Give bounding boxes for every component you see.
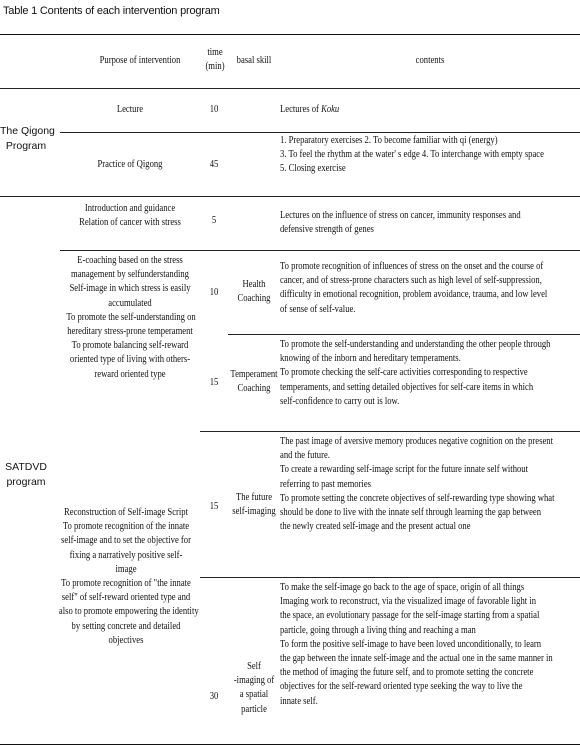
intro-line-1: Lectures on the influence of stress on cancer, immunity responses and — [280, 210, 521, 221]
ecoach-purpose — [66, 254, 196, 382]
future-skill-line1: The future — [235, 492, 273, 503]
health-line-2: cancer, and of stress-prone characters such as high level of self-suppression, — [280, 275, 542, 287]
ecoach-line-1: E-coaching based on the stress — [77, 255, 183, 266]
practice-line-1: 1. Preparatory exercises 2. To become familiar with qi (energy) — [280, 135, 498, 146]
particle-line-6: the gap between the innate self-image and the actual one in the same manner in — [280, 653, 553, 665]
temper-line-5: self-confidence to carry out is low. — [280, 395, 400, 407]
temper-line-2: knowing of the inborn and hereditary temperaments. — [280, 353, 461, 365]
ecoach-line-5: To promote the self-understanding on — [66, 311, 196, 323]
intervention-table — [0, 28, 580, 745]
header-skill: basal skill — [236, 55, 272, 66]
particle-line-3: the space, an evolutionary passage for the self-image starting from a spatial — [280, 610, 540, 622]
recon-line-3: self-image and to set the objective for — [61, 535, 191, 547]
future-line-3: To create a rewarding self-image script for the future innate self without — [280, 464, 528, 476]
particle-skill-line4: particle — [241, 703, 267, 715]
future-contents — [280, 435, 555, 534]
temper-line-4: temperaments, and setting detailed objectives for self-care items in which — [280, 381, 534, 393]
health-line-4: of sense of self-value. — [280, 303, 356, 315]
future-line-5: To promote setting the concrete objectives of self-rewarding type showing what — [280, 492, 555, 504]
health-skill-line1: Health — [242, 279, 266, 290]
intro-purpose — [70, 202, 190, 230]
rule-lecture — [60, 132, 580, 133]
future-skill — [230, 491, 278, 519]
practice-contents — [280, 134, 544, 177]
practice-time: 45 — [209, 159, 219, 170]
temper-contents — [280, 338, 550, 409]
recon-line-2: To promote recognition of the innate — [62, 521, 190, 533]
group-qigong — [0, 124, 55, 154]
rule-intro — [60, 250, 580, 251]
group-satdvd-line1: SATDVD — [5, 461, 47, 473]
particle-line-1: To make the self-image go back to the age of space, origin of all things — [280, 582, 525, 593]
rule-future — [200, 577, 580, 578]
health-contents — [280, 260, 547, 317]
particle-skill-line1: Self — [247, 661, 261, 672]
header-time — [200, 46, 229, 74]
health-skill — [232, 278, 277, 306]
practice-purpose: Practice of Qigong — [97, 159, 163, 170]
temper-skill-line1: Temperament — [230, 369, 278, 380]
rule-header — [0, 88, 580, 89]
recon-line-5: image — [115, 563, 137, 575]
recon-line-9: by setting concrete and detailed — [71, 620, 181, 632]
recon-line-6: To promote recognition of "the innate — [61, 578, 191, 590]
group-qigong-line1: The Qigong — [0, 125, 55, 137]
future-line-4: referring to past memories — [280, 478, 371, 490]
recon-line-4: fixing a narratively positive self- — [69, 549, 183, 561]
health-skill-line2: Coaching — [237, 293, 271, 305]
lecture-time: 10 — [209, 104, 219, 115]
header-contents: contents — [415, 55, 445, 66]
health-line-1: To promote recognition of influences of stress on the onset and the course of — [280, 261, 544, 272]
practice-line-3: 5. Closing exercise — [280, 163, 346, 175]
ecoach-line-6: hereditary stress-prone temperament — [67, 326, 193, 338]
recon-line-7: self" of self-reward oriented type and — [61, 592, 191, 604]
future-line-1: The past image of aversive memory produces negative cognition on the present — [280, 436, 553, 447]
future-time: 15 — [209, 501, 219, 512]
intro-purpose-line1: Introduction and guidance — [84, 203, 176, 214]
lecture-purpose: Lecture — [116, 104, 144, 115]
header-time-line2: (min) — [205, 61, 225, 73]
health-line-3: difficulty in emotional recognition, problem avoidance, trauma, and low level — [280, 289, 548, 301]
header-time-line1: time — [207, 47, 223, 58]
recon-purpose — [58, 506, 199, 648]
ecoach-line-4: accumulated — [108, 297, 152, 309]
health-time: 10 — [209, 287, 219, 298]
temper-line-1: To promote the self-understanding and understanding the other people through — [280, 339, 551, 350]
table-caption: Table 1 Contents of each intervention program — [3, 5, 220, 17]
particle-contents — [280, 581, 553, 709]
group-qigong-line2: Program — [5, 140, 47, 152]
rule-qigong — [0, 196, 580, 197]
group-satdvd-line2: program — [6, 476, 46, 488]
rule-health — [228, 334, 580, 335]
recon-line-8: also to promote empowering the identity — [58, 606, 199, 618]
particle-time: 30 — [209, 691, 219, 702]
ecoach-line-7: To promote balancing self-reward — [71, 340, 189, 352]
lecture-contents-prefix: Lectures of — [280, 104, 322, 115]
lecture-contents-italic: Koku — [321, 104, 340, 115]
header-purpose: Purpose of intervention — [99, 55, 181, 66]
group-satdvd — [0, 460, 52, 490]
temper-skill-line2: Coaching — [237, 383, 271, 395]
future-skill-line2: self-imaging — [232, 506, 276, 518]
rule-temper — [200, 431, 580, 432]
temper-line-3: To promote checking the self-care activities corresponding to respective — [280, 367, 528, 379]
intro-time: 5 — [211, 215, 217, 226]
particle-line-5: To form the positive self-image to have been loved unconditionally, to learn — [280, 638, 542, 650]
ecoach-line-8: oriented type of living with others- — [69, 354, 191, 366]
future-line-2: and the future. — [280, 450, 330, 462]
temper-skill — [230, 368, 278, 396]
future-line-7: the newly created self-image and the present actual one — [280, 521, 471, 533]
particle-skill-line2: -imaging of — [233, 675, 275, 687]
intro-purpose-line2: Relation of cancer with stress — [79, 217, 181, 229]
particle-line-8: objectives for the self-reward oriented type seeking the way to live the — [280, 681, 523, 693]
ecoach-line-3: Self-image in which stress is easily — [69, 283, 191, 295]
particle-skill — [232, 660, 277, 717]
particle-line-7: the method of imaging the future self, and to promote setting the concrete — [280, 667, 534, 679]
ecoach-line-9: reward oriented type — [94, 368, 166, 380]
rule-top — [0, 34, 580, 35]
particle-line-2: Imaging work to reconstruct, via the visualized image of favorable light in — [280, 596, 537, 608]
particle-skill-line3: a spatial — [239, 689, 269, 701]
recon-line-10: objectives — [108, 634, 144, 646]
lecture-contents — [280, 103, 339, 117]
future-line-6: should be done to live with the innate self through learning the gap between — [280, 507, 542, 519]
intro-contents — [280, 209, 521, 237]
ecoach-line-2: management by selfunderstanding — [71, 269, 189, 281]
intro-line-2: defensive strength of genes — [280, 224, 374, 236]
practice-line-2: 3. To feel the rhythm at the water' s edge 4. To interchange with empty space — [280, 149, 544, 161]
recon-line-1: Reconstruction of Self-image Script — [64, 507, 188, 518]
temper-time: 15 — [209, 377, 219, 388]
particle-line-9: innate self. — [280, 695, 318, 707]
particle-line-4: particle, going through a living thing and reaching a man — [280, 624, 476, 636]
